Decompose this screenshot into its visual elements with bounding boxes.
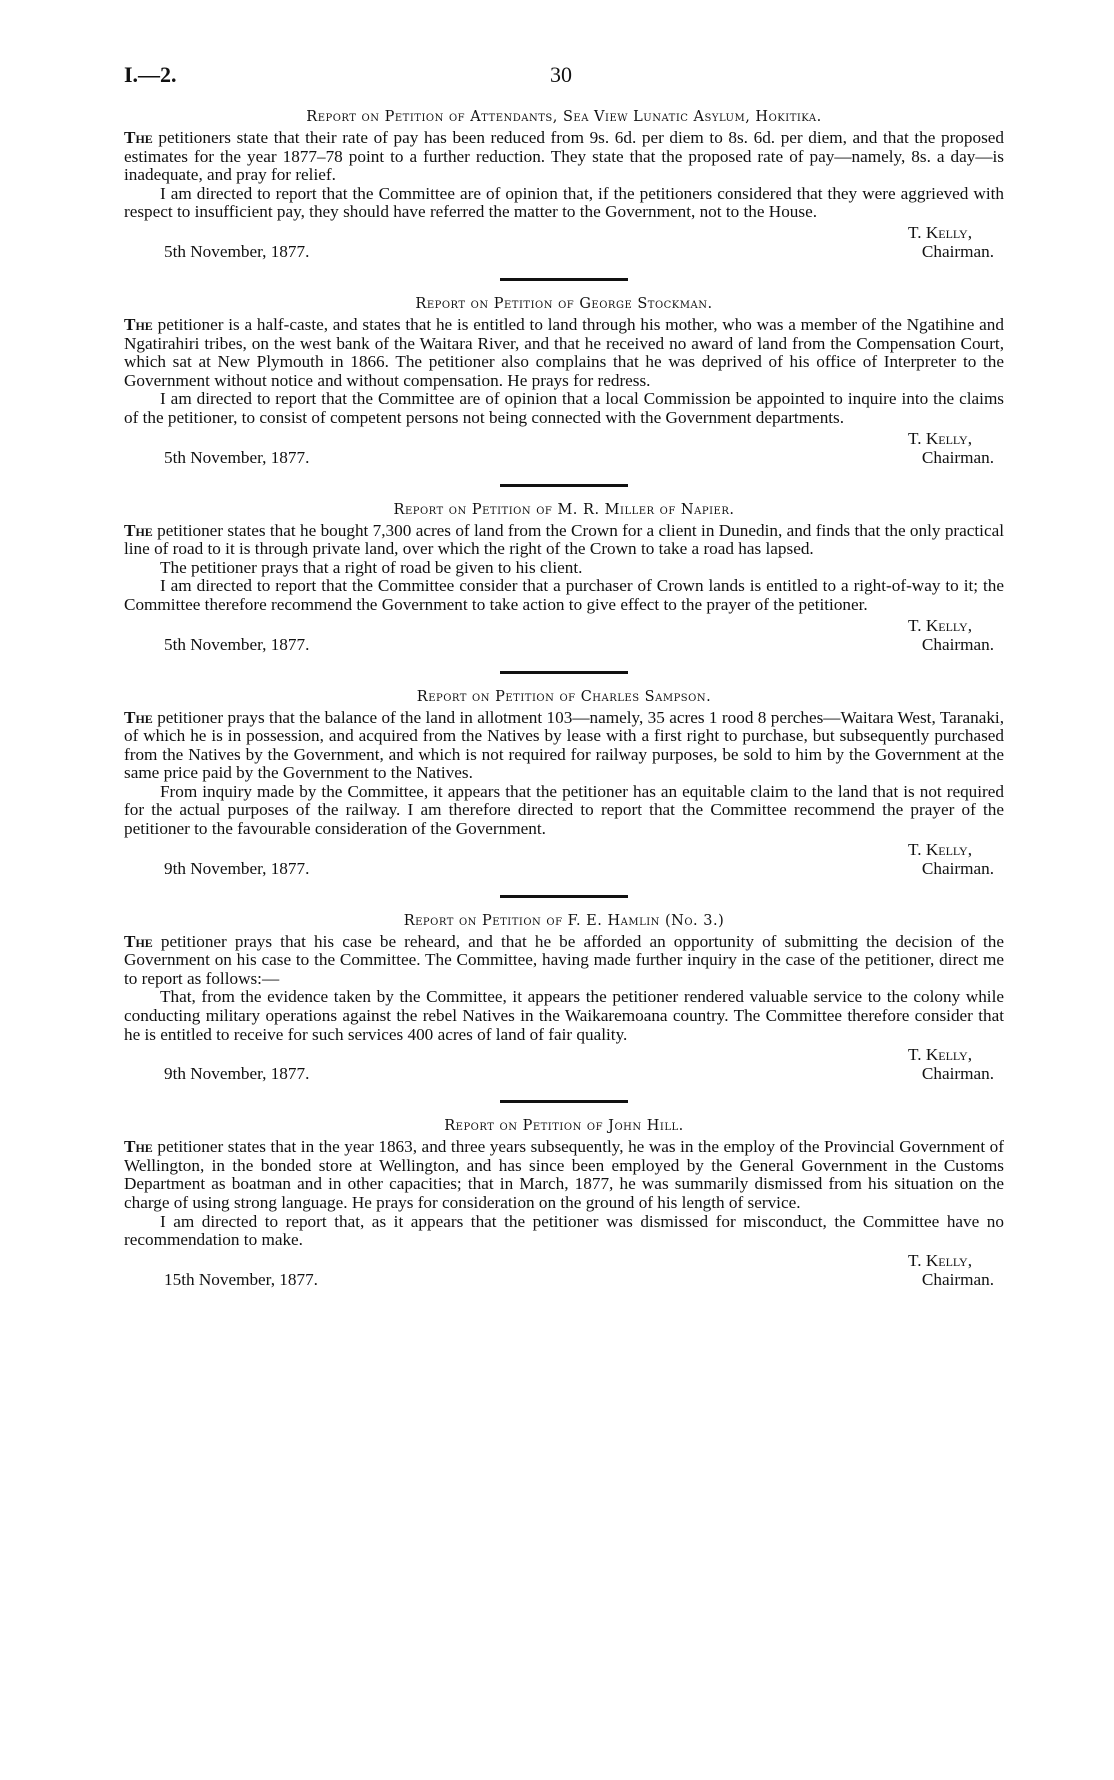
section-divider	[500, 1100, 628, 1103]
report-date: 5th November, 1877.	[164, 447, 310, 467]
paragraph-text: petitioner states that in the year 1863, and three years subsequently, he was in the employ of the Provincial Government of Wellington, in the bonded store at Wellington, and has since been employed by the General Government in the Customs Department as boatman and in other capacities; that in March, 1877, he was summarily dismissed from his situation on the charge of using strong language. He prays for consideration on the ground of his length of service.	[124, 1137, 1004, 1212]
petition-report	[124, 295, 1004, 468]
report-paragraph	[124, 390, 1004, 427]
signer-name: T. Kelly,	[908, 1045, 972, 1065]
report-date: 5th November, 1877.	[164, 634, 310, 654]
paragraph-lead-word: The	[124, 314, 153, 334]
report-paragraph	[124, 316, 1004, 390]
signature-block	[124, 841, 1004, 879]
report-title: Report on Petition of John Hill.	[444, 1118, 684, 1135]
paragraph-text: petitioners state that their rate of pay has been reduced from 9s. 6d. per diem to 8s. 6d. per diem, and that the proposed estimates for the year 1877–78 point to a further reduction. They state that the proposed rate of pay—namely, 8s. a day—is inadequate, and pray for relief.	[124, 128, 1004, 185]
paragraph-text: The petitioner prays that a right of road be given to his client.	[160, 557, 583, 577]
report-paragraph	[124, 783, 1004, 839]
document-reference: I.—2.	[124, 62, 177, 87]
paragraph-text: I am directed to report that the Committee consider that a purchaser of Crown lands is entitled to a right-of-way to it; the Committee therefore recommend the Government to take action to give effect to the prayer of the petitioner.	[124, 576, 1004, 614]
report-paragraph	[124, 709, 1004, 783]
signer-role: Chairman.	[921, 1269, 994, 1289]
report-paragraph	[124, 559, 1004, 578]
page-number: 30	[550, 62, 572, 87]
signer-name: T. Kelly,	[908, 1250, 972, 1270]
signer-name: T. Kelly,	[908, 428, 972, 448]
signer-name: T. Kelly,	[908, 222, 972, 242]
signature-block	[124, 1252, 1004, 1290]
signer-name: T. Kelly,	[908, 839, 972, 859]
paragraph-text: petitioner prays that the balance of the land in allotment 103—namely, 35 acres 1 rood 8 perches—Waitara West, Taranaki, of which he is in possession, and acquired from the Natives by lease with a first right to purchase, but subsequently purchased from the Natives by the Government, and which is not required for railway purposes, be sold to him by the Government at the same price paid by the Government to the Natives.	[124, 707, 1004, 783]
section-divider	[500, 671, 628, 674]
report-paragraph	[124, 988, 1004, 1044]
report-paragraph	[124, 933, 1004, 989]
paragraph-lead-word: The	[124, 707, 153, 727]
signer-role: Chairman.	[921, 241, 994, 261]
signer-role: Chairman.	[921, 634, 994, 654]
report-paragraph	[124, 577, 1004, 614]
report-paragraph	[124, 129, 1004, 185]
page-header	[0, 62, 1114, 92]
petition-report	[124, 688, 1004, 879]
paragraph-text: petitioner states that he bought 7,300 acres of land from the Crown for a client in Dunedin, and finds that the only practical line of road to it is through private land, over which the right of the Crown to take a road has lapsed.	[124, 520, 1004, 559]
report-title: Report on Petition of Attendants, Sea View Lunatic Asylum, Hokitika.	[306, 109, 822, 125]
signer-role: Chairman.	[921, 1064, 994, 1084]
paragraph-text: I am directed to report that the Committee are of opinion that a local Commission be appointed to inquire into the claims of the petitioner, to consist of competent persons not being connected with the Government departments.	[124, 389, 1004, 427]
paragraph-lead-word: The	[124, 128, 153, 147]
section-divider	[500, 484, 628, 487]
report-title: Report on Petition of George Stockman.	[415, 295, 713, 312]
paragraph-lead-word: The	[124, 931, 153, 951]
paragraph-text: petitioner is a half-caste, and states that he is entitled to land through his mother, who was a member of the Ngatihine and Ngatirahiri tribes, on the west bank of the Waitara River, and that he received no award of land from the Compensation Court, which sat at New Plymouth in 1866. The petitioner also complains that he was deprived of his office of Interpreter to the Government without notice and without compensation. He prays for redress.	[124, 314, 1004, 390]
paragraph-text: From inquiry made by the Committee, it appears that the petitioner has an equitable claim to the land that is not required for the actual purposes of the railway. I am therefore directed to report that the Committee recommend the prayer of the petitioner to the favourable consideration of the Government.	[124, 781, 1004, 839]
signer-role: Chairman.	[921, 858, 994, 878]
signature-block	[124, 1046, 1004, 1084]
paragraph-text: I am directed to report that the Committee are of opinion that, if the petitioners considered that they were aggrieved with respect to insufficient pay, they should have referred the matter to the Government, not to the House.	[124, 183, 1004, 222]
petition-report	[124, 912, 1004, 1085]
report-paragraph	[124, 522, 1004, 559]
report-paragraph	[124, 1213, 1004, 1250]
report-date: 9th November, 1877.	[164, 1064, 310, 1084]
paragraph-lead-word: The	[124, 1137, 153, 1157]
paragraph-text: That, from the evidence taken by the Committee, it appears the petitioner rendered valuable service to the colony while conducting military operations against the rebel Natives in the Waikaremoana country. The Committee therefore consider that he is entitled to receive for such services 400 acres of land of fair quality.	[124, 987, 1004, 1044]
section-divider	[500, 278, 628, 281]
report-paragraph	[124, 1138, 1004, 1212]
paragraph-text: petitioner prays that his case be reheard, and that he be afforded an opportunity of submitting the decision of the Government on his case to the Committee. The Committee, having made further inquiry in the case of the petitioner, direct me to report as follows:—	[124, 931, 1004, 988]
report-paragraph	[124, 185, 1004, 222]
petition-report	[124, 108, 1004, 262]
petition-report	[124, 1117, 1004, 1290]
petition-report	[124, 501, 1004, 655]
section-divider	[500, 895, 628, 898]
signer-role: Chairman.	[921, 447, 994, 467]
report-date: 5th November, 1877.	[164, 241, 310, 261]
signature-block	[124, 224, 1004, 262]
signature-block	[124, 430, 1004, 468]
report-date: 15th November, 1877.	[164, 1269, 318, 1289]
signature-block	[124, 617, 1004, 655]
report-date: 9th November, 1877.	[164, 858, 310, 878]
report-title: Report on Petition of Charles Sampson.	[416, 688, 712, 705]
paragraph-lead-word: The	[124, 520, 153, 540]
signer-name: T. Kelly,	[908, 615, 972, 635]
paragraph-text: I am directed to report that, as it appears that the petitioner was dismissed for misconduct, the Committee have no recommendation to make.	[124, 1211, 1004, 1250]
report-list	[124, 108, 1004, 1290]
report-title: Report on Petition of F. E. Hamlin (No. 3.)	[403, 912, 725, 929]
report-title: Report on Petition of M. R. Miller of Napier.	[393, 501, 735, 518]
